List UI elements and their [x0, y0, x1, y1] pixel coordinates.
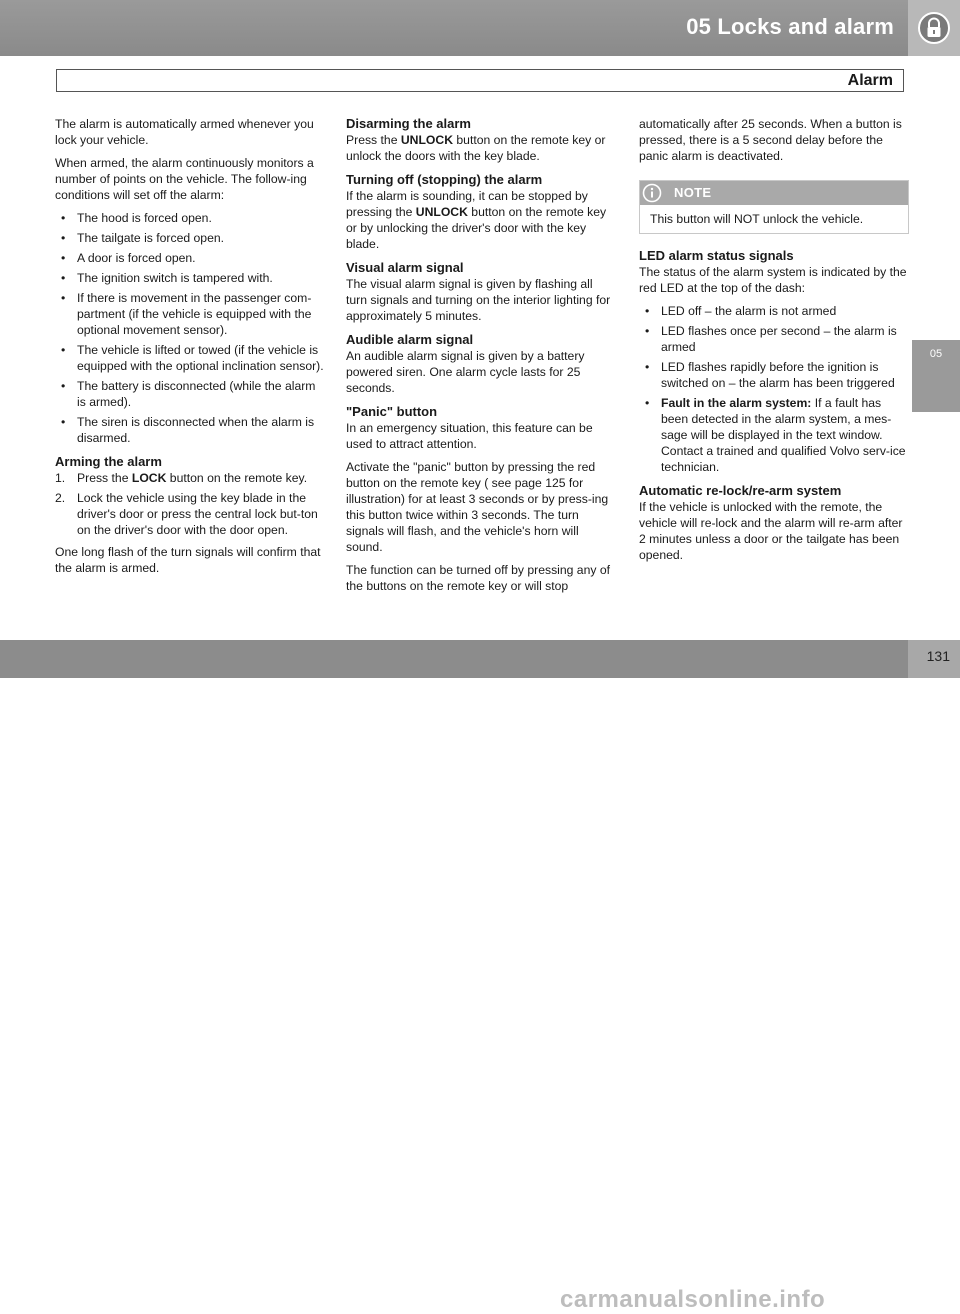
arming-steps [55, 470, 325, 538]
column-1 [55, 116, 325, 583]
text: If a fault has been detected in the alarm system, a mes-sage will be displayed in the text window. Contact a trained and qualified Volvo serv-ice technician. [661, 396, 906, 474]
led-heading: LED alarm status signals [639, 248, 794, 263]
note-label: NOTE [674, 185, 712, 200]
turnoff-paragraph [346, 188, 616, 252]
step-text: Lock the vehicle using the key blade in the driver's door or press the central lock but-ton on the driver's door with the door open. [77, 491, 318, 537]
chapter-header [0, 0, 960, 56]
chapter-side-tab [912, 340, 960, 412]
step-number: 2. [55, 491, 66, 505]
text: button on the remote key or unlock the doors with the key blade. [346, 133, 606, 163]
turnoff-heading: Turning off (stopping) the alarm [346, 172, 543, 187]
arming-heading: Arming the alarm [55, 454, 162, 469]
continued-paragraph: automatically after 25 seconds. When a button is pressed, there is a 5 second delay before the panic alarm is deactivated. [639, 117, 902, 163]
column-2 [346, 116, 616, 601]
list-item: • LED off – the alarm is not armed [639, 303, 909, 319]
list-item: • LED flashes once per second – the alarm is armed [639, 323, 909, 355]
chapter-title: 05 Locks and alarm [686, 14, 894, 39]
step-item [55, 470, 325, 486]
fault-term: Fault in the alarm system: [661, 396, 812, 410]
list-item: • A door is forced open. [55, 250, 325, 266]
visual-heading: Visual alarm signal [346, 260, 464, 275]
list-item [639, 395, 909, 475]
padlock-icon [917, 11, 951, 45]
lock-term: LOCK [131, 471, 167, 485]
list-item: • If there is movement in the passenger com-partment (if the vehicle is equipped with the optional movement sensor). [55, 290, 325, 338]
list-item: • The hood is forced open. [55, 210, 325, 226]
step-number: 1. [55, 471, 66, 485]
unlock-term: UNLOCK [400, 133, 454, 147]
step-text: button on the remote key. [166, 471, 308, 485]
note-text: This button will NOT unlock the vehicle. [650, 212, 864, 226]
panic-paragraph-2: Activate the "panic" button by pressing the red button on the remote key ( see page 125 for illustration) for at least 3 seconds or by press-ing this button twice within 3 seconds. The turn signals will flash, and the vehicle's horn will sound. [346, 460, 609, 554]
disarm-paragraph [346, 132, 616, 164]
info-icon [642, 183, 662, 203]
text: button on the remote key or by unlocking the driver's door with the key blade. [346, 205, 607, 251]
section-bar [56, 69, 904, 92]
list-item: • LED flashes rapidly before the ignition is switched on – the alarm has been triggered [639, 359, 909, 391]
column-3 [639, 116, 909, 570]
note-box [639, 180, 909, 234]
panic-paragraph-1: In an emergency situation, this feature can be used to attract attention. [346, 421, 593, 451]
monitor-paragraph: When armed, the alarm continuously monitors a number of points on the vehicle. The follow-ing conditions will set off the alarm: [55, 156, 314, 202]
led-status-list [639, 303, 909, 475]
led-intro: The status of the alarm system is indicated by the red LED at the top of the dash: [639, 265, 907, 295]
section-title: Alarm [847, 72, 893, 89]
step-text: Press the [77, 471, 132, 485]
panic-paragraph-3: The function can be turned off by pressing any of the buttons on the remote key or will stop [346, 563, 611, 593]
visual-paragraph: The visual alarm signal is given by flashing all turn signals and turning on the interior lighting for approximately 5 minutes. [346, 277, 611, 323]
note-header [640, 181, 908, 205]
list-item: • The siren is disconnected when the alarm is disarmed. [55, 414, 325, 446]
list-item: • The battery is disconnected (while the alarm is armed). [55, 378, 325, 410]
lock-icon-box [908, 0, 960, 56]
audible-heading: Audible alarm signal [346, 332, 474, 347]
list-item: • The tailgate is forced open. [55, 230, 325, 246]
page-footer [0, 640, 960, 1313]
relock-paragraph: If the vehicle is unlocked with the remote, the vehicle will re-lock and the alarm will re-arm after 2 minutes unless a door or the tailgate has been opened. [639, 500, 903, 562]
list-item: • The vehicle is lifted or towed (if the vehicle is equipped with the optional inclination sensor). [55, 342, 325, 374]
audible-paragraph: An audible alarm signal is given by a battery powered siren. One alarm cycle lasts for 25 seconds. [346, 349, 585, 395]
panic-heading: "Panic" button [346, 404, 438, 419]
intro-paragraph: The alarm is automatically armed whenever you lock your vehicle. [55, 117, 314, 147]
list-item: • The ignition switch is tampered with. [55, 270, 325, 286]
page-number-box [908, 640, 960, 678]
watermark: carmanualsonline.info [560, 1286, 826, 1313]
step-item [55, 490, 325, 538]
relock-heading: Automatic re-lock/re-arm system [639, 483, 842, 498]
unlock-term: UNLOCK [415, 205, 468, 219]
disarm-heading: Disarming the alarm [346, 116, 471, 131]
trigger-conditions-list [55, 210, 325, 446]
side-tab-label: 05 [929, 348, 943, 360]
text: Press the [346, 133, 401, 147]
page-number: 131 [926, 648, 950, 664]
text: If the alarm is sounding, it can be stopped by pressing the [346, 189, 588, 219]
confirm-paragraph: One long flash of the turn signals will confirm that the alarm is armed. [55, 545, 321, 575]
